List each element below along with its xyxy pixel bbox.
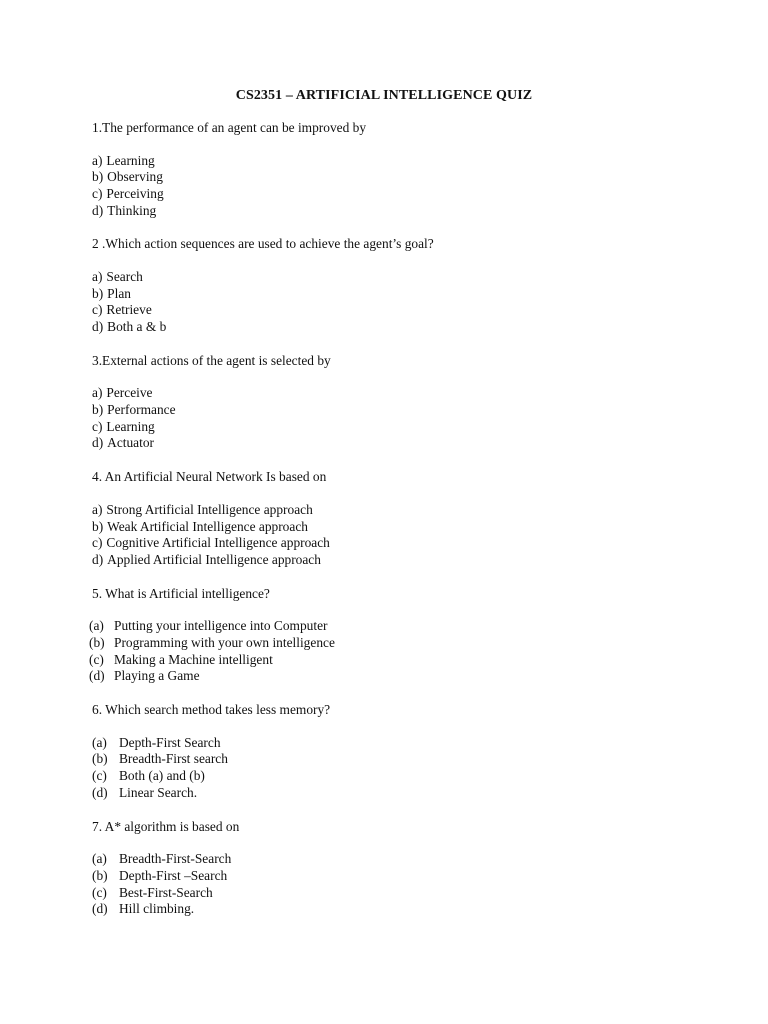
question-text: 1.The performance of an agent can be improved by xyxy=(92,120,367,135)
option-marker: d) xyxy=(92,319,104,334)
option-marker: (d) xyxy=(89,668,105,684)
answer-option xyxy=(89,668,712,685)
answer-option xyxy=(89,618,712,635)
answer-option xyxy=(92,901,712,918)
option-marker: c) xyxy=(92,185,103,201)
answer-option xyxy=(92,768,712,785)
option-text: Programming with your own intelligence xyxy=(114,634,335,650)
spacer xyxy=(92,569,712,585)
option-marker: (a) xyxy=(92,734,107,750)
answer-option xyxy=(92,385,712,402)
question-block xyxy=(92,468,712,584)
option-text: Putting your intelligence into Computer xyxy=(114,618,328,634)
option-text: Both (a) and (b) xyxy=(119,768,205,784)
option-text: Depth-First –Search xyxy=(119,867,228,883)
answer-option xyxy=(92,851,712,868)
option-text: Breadth-First-Search xyxy=(119,851,232,867)
option-marker: (c) xyxy=(89,651,104,667)
option-marker: (b) xyxy=(92,867,108,883)
question-text: 7. A* algorithm is based on xyxy=(92,818,240,834)
option-marker: c) xyxy=(92,302,103,318)
answer-option xyxy=(89,634,712,652)
option-text: Learning xyxy=(106,152,155,168)
option-text: Breadth-First search xyxy=(119,751,228,767)
option-marker: d) xyxy=(92,202,104,218)
option-text: Performance xyxy=(107,402,176,418)
document-title: CS2351 – ARTIFICIAL INTELLIGENCE QUIZ xyxy=(235,88,533,103)
question-text: 6. Which search method takes less memory? xyxy=(92,702,331,718)
spacer xyxy=(92,136,712,153)
option-text: Linear Search. xyxy=(119,784,198,800)
option-text: Making a Machine intelligent xyxy=(114,651,273,667)
option-marker: d) xyxy=(92,435,104,451)
question-block xyxy=(92,352,712,468)
option-marker: b) xyxy=(92,518,104,534)
answer-option xyxy=(92,502,712,519)
spacer xyxy=(92,452,712,468)
question-block xyxy=(89,585,712,701)
option-text: Perceiving xyxy=(106,185,164,201)
spacer xyxy=(92,485,712,502)
option-marker: (a) xyxy=(89,618,104,634)
question-text: 4. An Artificial Neural Network Is based on xyxy=(92,469,327,485)
option-text: Hill climbing. xyxy=(119,901,195,917)
option-text: Cognitive Artificial Intelligence approach xyxy=(106,535,330,551)
question-text: 5. What is Artificial intelligence? xyxy=(92,585,270,601)
option-text: Applied Artificial Intelligence approach xyxy=(107,551,321,567)
option-text: Thinking xyxy=(107,202,157,218)
question-block xyxy=(92,818,712,918)
option-text: Depth-First Search xyxy=(119,734,221,750)
answer-option xyxy=(92,169,712,186)
option-marker: a) xyxy=(92,385,103,401)
option-text: Search xyxy=(106,268,143,284)
option-marker: b) xyxy=(92,169,104,185)
option-marker: d) xyxy=(92,551,104,567)
question-text: 2 .Which action sequences are used to achieve the agent’s goal? xyxy=(92,236,434,252)
spacer xyxy=(92,252,712,269)
option-text: Actuator xyxy=(107,435,155,451)
answer-option xyxy=(92,319,712,336)
option-marker: (d) xyxy=(92,901,108,917)
option-text: Strong Artificial Intelligence approach xyxy=(106,501,313,517)
option-text: Learning xyxy=(106,418,155,434)
answer-option xyxy=(92,535,712,552)
option-text: Both a & b xyxy=(107,319,167,334)
spacer xyxy=(92,835,712,852)
option-marker: a) xyxy=(92,501,103,517)
answer-option xyxy=(92,186,712,203)
answer-option xyxy=(92,552,712,569)
option-text: Plan xyxy=(107,285,131,301)
answer-option xyxy=(89,651,712,669)
spacer xyxy=(92,718,712,735)
answer-option xyxy=(92,419,712,436)
option-marker: b) xyxy=(92,285,104,301)
spacer xyxy=(92,801,712,817)
answer-option xyxy=(92,153,712,170)
answer-option xyxy=(92,735,712,752)
answer-option xyxy=(92,302,712,319)
question-block xyxy=(92,119,712,235)
answer-option xyxy=(92,868,712,885)
answer-option xyxy=(92,203,712,220)
option-text: Best-First-Search xyxy=(119,884,213,900)
option-text: Perceive xyxy=(106,385,153,401)
answer-option xyxy=(92,519,712,536)
option-marker: b) xyxy=(92,402,104,418)
spacer xyxy=(92,685,712,701)
option-marker: a) xyxy=(92,268,103,284)
answer-option xyxy=(92,269,712,286)
spacer xyxy=(92,369,712,386)
question-block xyxy=(92,701,712,817)
question-block xyxy=(92,235,712,351)
option-text: Weak Artificial Intelligence approach xyxy=(107,518,308,534)
spacer xyxy=(92,602,712,619)
answer-option xyxy=(92,785,712,802)
answer-option xyxy=(92,435,712,452)
question-text: 3.External actions of the agent is selected by xyxy=(92,352,331,368)
question-list xyxy=(89,119,712,918)
option-marker: c) xyxy=(92,535,103,551)
option-marker: (d) xyxy=(92,784,108,800)
answer-option xyxy=(92,402,712,419)
option-marker: (b) xyxy=(89,634,105,650)
option-marker: (b) xyxy=(92,751,108,767)
option-marker: (a) xyxy=(92,851,107,867)
answer-option xyxy=(92,751,712,768)
option-text: Retrieve xyxy=(106,302,152,318)
option-marker: c) xyxy=(92,418,103,434)
option-marker: a) xyxy=(92,152,103,168)
option-text: Observing xyxy=(107,169,163,185)
spacer xyxy=(92,336,712,352)
option-marker: (c) xyxy=(92,884,107,900)
spacer xyxy=(92,219,712,235)
option-text: Playing a Game xyxy=(114,668,200,684)
answer-option xyxy=(92,286,712,303)
option-marker: (c) xyxy=(92,768,107,784)
answer-option xyxy=(92,885,712,902)
